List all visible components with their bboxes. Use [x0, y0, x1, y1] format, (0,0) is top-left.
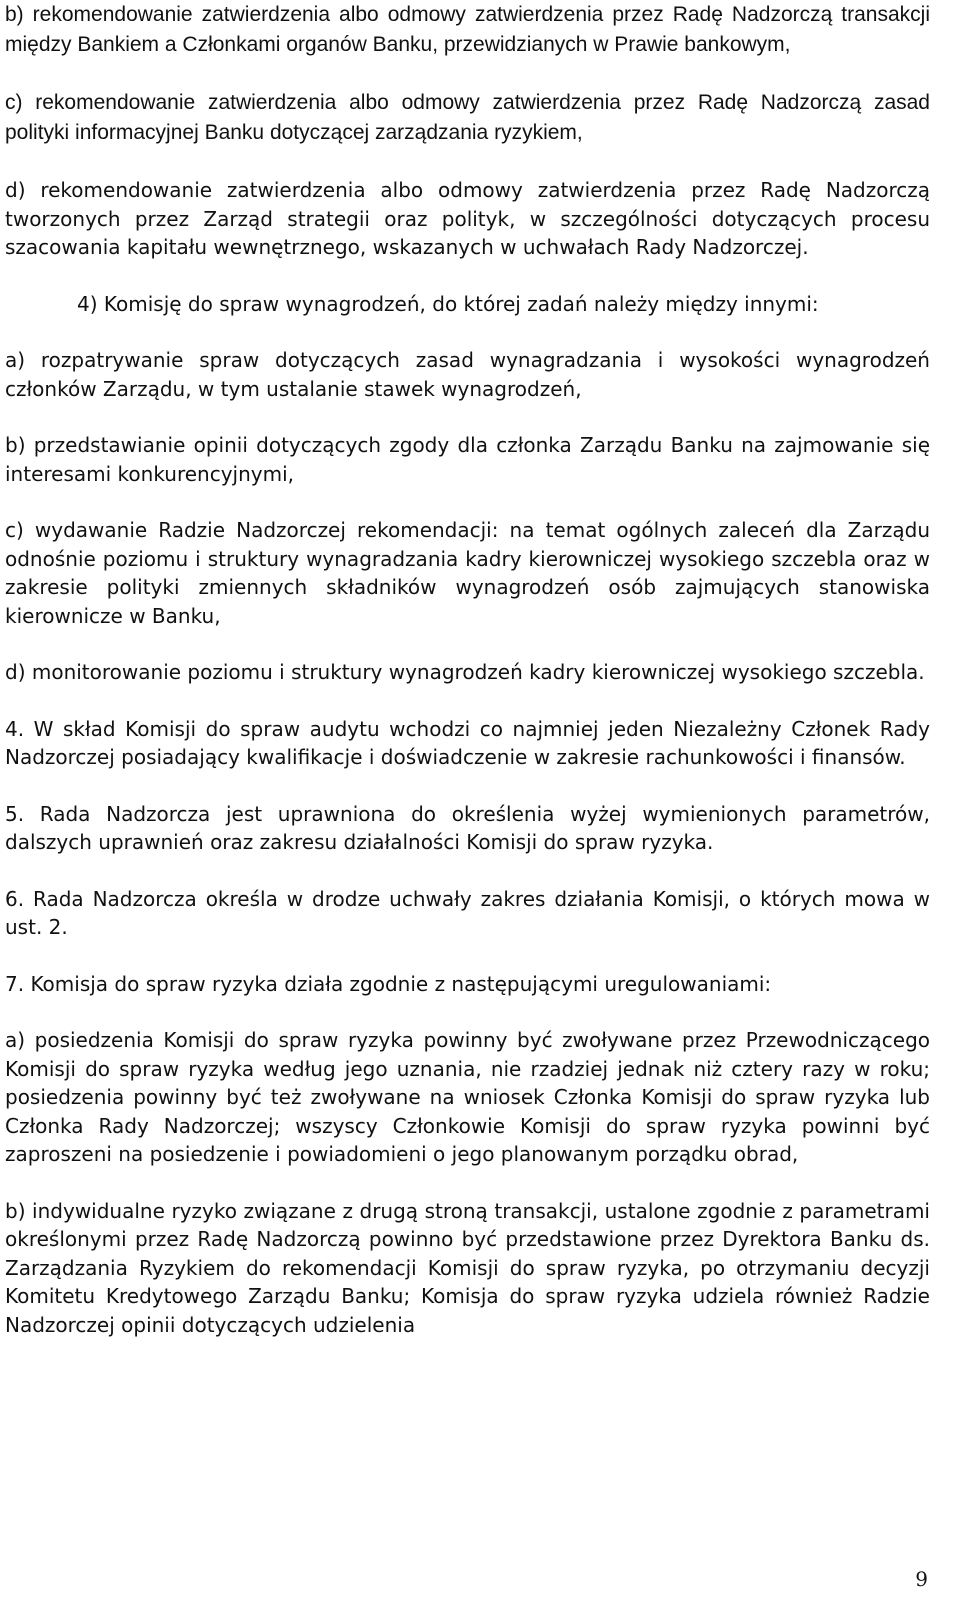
document-body	[5, 0, 930, 1339]
paragraph-7b: b) indywidualne ryzyko związane z drugą stroną transakcji, ustalone zgodnie z parametrami określonymi przez Radę Nadzorczą powinno być przedstawione przez Dyrektora Banku ds. Zarządzania Ryzykiem do rekomendacji Komisji do spraw ryzyka, po otrzymaniu decyzji Komitetu Kredytowego Zarządu Banku; Komisja do spraw ryzyka udziela również Radzie Nadzorczej opinii dotyczących udzielenia	[5, 1198, 930, 1337]
paragraph-section-4: 4. W skład Komisji do spraw audytu wchodzi co najmniej jeden Niezależny Członek Rady Nadzorczej posiadający kwalifikacje i doświadczenie w zakresie rachunkowości i finansów.	[5, 716, 930, 769]
paragraph-3b: b) rekomendowanie zatwierdzenia albo odmowy zatwierdzenia przez Radę Nadzorczą transakcji między Bankiem a Członkami organów Banku, przewidzianych w Prawie bankowym,	[5, 3, 930, 56]
paragraph-section-5: 5. Rada Nadzorcza jest uprawniona do określenia wyżej wymienionych parametrów, dalszych uprawnień oraz zakresu działalności Komisji do spraw ryzyka.	[5, 801, 930, 854]
paragraph-3d: d) rekomendowanie zatwierdzenia albo odmowy zatwierdzenia przez Radę Nadzorczą tworzonych przez Zarząd strategii oraz polityk, w szczególności dotyczących procesu szacowania kapitału wewnętrznego, wskazanych w uchwałach Rady Nadzorczej.	[5, 178, 930, 259]
paragraph-section-7: 7. Komisja do spraw ryzyka działa zgodnie z następującymi uregulowaniami:	[5, 971, 772, 996]
paragraph-7a: a) posiedzenia Komisji do spraw ryzyka powinny być zwoływane przez Przewodniczącego Komisji do spraw ryzyka według jego uznania, nie rzadziej jednak niż cztery razy w roku; posiedzenia powinny być też zwoływane na wniosek Członka Komisji do spraw ryzyka lub Członka Rady Nadzorczej; wszyscy Członkowie Komisji do spraw ryzyka powinni być zaproszeni na posiedzenie i powiadomieni o jego planowanym porządku obrad,	[5, 1028, 930, 1166]
page-number: 9	[915, 1567, 928, 1591]
paragraph-4d: d) monitorowanie poziomu i struktury wynagrodzeń kadry kierowniczej wysokiego szczebla.	[5, 660, 925, 684]
paragraph-item-4: 4) Komisję do spraw wynagrodzeń, do której zadań należy między innymi:	[77, 291, 819, 316]
paragraph-3c: c) rekomendowanie zatwierdzenia albo odmowy zatwierdzenia przez Radę Nadzorczą zasad polityki informacyjnej Banku dotyczącej zarządzania ryzykiem,	[5, 91, 930, 144]
paragraph-4a: a) rozpatrywanie spraw dotyczących zasad wynagradzania i wysokości wynagrodzeń członków Zarządu, w tym ustalanie stawek wynagrodzeń,	[5, 348, 930, 401]
paragraph-section-6: 6. Rada Nadzorcza określa w drodze uchwały zakres działania Komisji, o których mowa w ust. 2.	[5, 886, 930, 939]
paragraph-4c: c) wydawanie Radzie Nadzorczej rekomendacji: na temat ogólnych zaleceń dla Zarządu odnośnie poziomu i struktury wynagradzania kadry kierowniczej wysokiego szczebla oraz w zakresie polityki zmiennych składników wynagrodzeń osób zajmujących stanowiska kierownicze w Banku,	[5, 518, 930, 628]
paragraph-4b: b) przedstawianie opinii dotyczących zgody dla członka Zarządu Banku na zajmowanie się interesami konkurencyjnymi,	[5, 433, 930, 486]
